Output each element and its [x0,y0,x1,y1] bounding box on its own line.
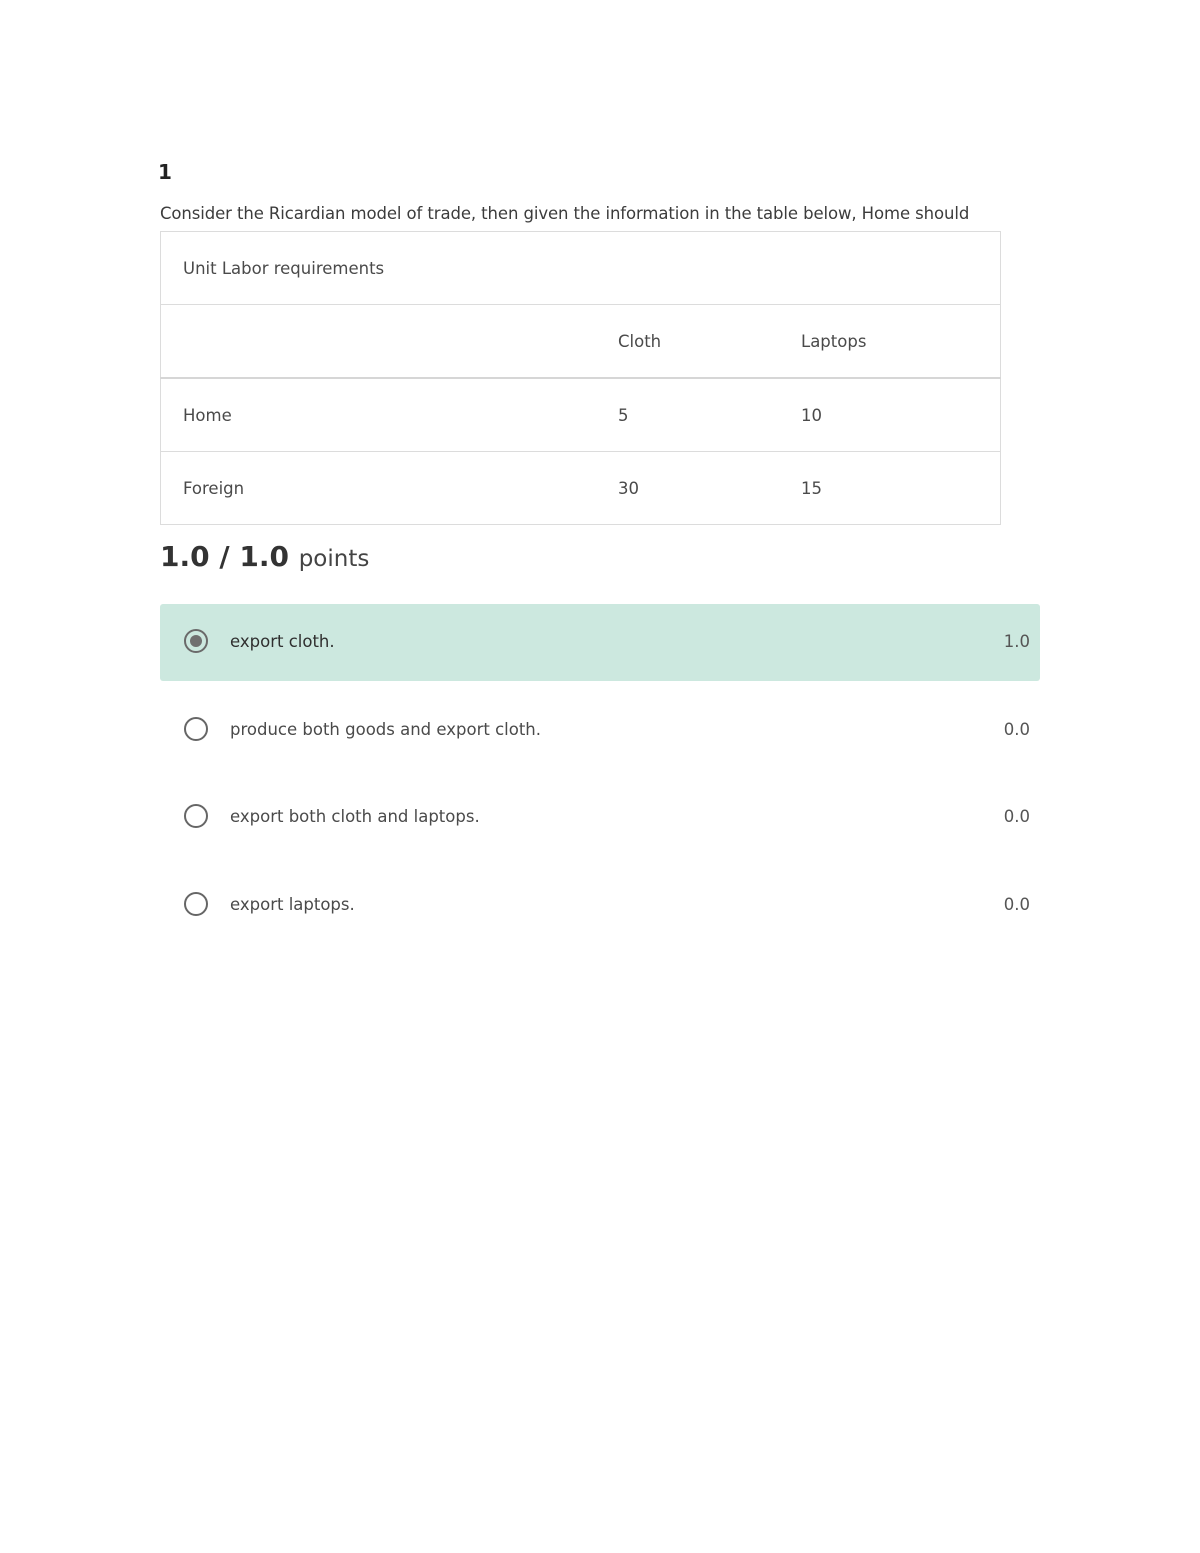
radio-selected-icon[interactable] [184,629,208,653]
option-label: export laptops. [230,894,355,914]
row-label-home: Home [161,378,597,452]
row-label-foreign: Foreign [161,452,597,525]
answer-option-export-both[interactable] [160,779,1040,856]
score-display [160,540,369,573]
header-cloth: Cloth [596,305,779,379]
radio-empty-icon[interactable] [184,892,208,916]
table-row [161,378,1001,452]
table-title-row [161,232,1001,305]
score-separator: / [219,540,230,573]
answer-options [160,604,1040,954]
answer-option-export-laptops[interactable] [160,867,1040,944]
header-laptops: Laptops [779,305,1001,379]
table-title: Unit Labor requirements [161,232,1001,305]
radio-empty-icon[interactable] [184,717,208,741]
answer-option-export-cloth[interactable] [160,604,1040,681]
option-label: export both cloth and laptops. [230,807,480,826]
table-header-row [161,305,1001,379]
score-unit: points [298,546,370,572]
option-label: export cloth. [230,632,335,651]
foreign-cloth-value: 30 [596,452,779,525]
option-label: produce both goods and export cloth. [230,719,542,739]
question-prompt: Consider the Ricardian model of trade, then given the information in the table below, Home should [160,204,970,223]
home-laptops-value: 10 [779,378,1001,452]
option-points: 0.0 [1003,807,1030,826]
labor-requirements-table [160,231,1001,525]
option-points: 0.0 [1003,894,1030,914]
answer-option-produce-both[interactable] [160,692,1040,769]
foreign-laptops-value: 15 [779,452,1001,525]
score-total: 1.0 [239,540,289,573]
table-row [161,452,1001,525]
radio-empty-icon[interactable] [184,804,208,828]
option-points: 1.0 [1003,632,1030,651]
option-points: 0.0 [1003,719,1030,739]
header-empty-cell [161,305,597,379]
question-number: 1 [158,160,172,184]
home-cloth-value: 5 [596,378,779,452]
radio-dot-icon [190,635,202,647]
score-earned: 1.0 [160,540,210,573]
